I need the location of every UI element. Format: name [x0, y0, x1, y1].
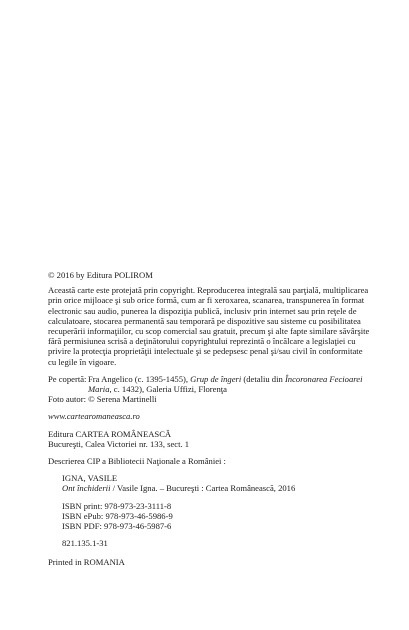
cover-source-title: Încoronarea Fecioarei: [284, 373, 363, 384]
copyright-line: © 2016 by Editura POLIROM: [48, 270, 153, 280]
cip-imprint: / Vasile Igna. – Bucureşti : Cartea Românească, 2016: [110, 483, 296, 494]
isbn-epub: ISBN ePub: 978-973-46-5986-9: [62, 510, 173, 521]
notice-line: Această carte este protejată prin copyright. Reproducerea integrală sau parţială, multiplicarea: [48, 285, 369, 296]
publisher-address: Bucureşti, Calea Victoriei nr. 133, sect. 1: [48, 438, 190, 449]
cip-heading: Descrierea CIP a Bibliotecii Naţionale a României :: [48, 456, 226, 467]
printed-in: Printed in ROMANIA: [48, 557, 125, 568]
cover-location: , c. 1432), Galeria Uffizi, Florenţa: [109, 384, 227, 395]
notice-line: cu legile în vigoare.: [48, 356, 117, 367]
isbn-pdf: ISBN PDF: 978-973-46-5987-6: [62, 521, 172, 532]
copyright-page: [48, 270, 368, 568]
cover-credit: [48, 374, 368, 405]
notice-line: privire la protecţia proprietăţii intelectuale şi se pedepsesc penal şi/sau civil în conformitate: [48, 346, 363, 357]
publisher-name: Editura CARTEA ROMÂNEASCĂ: [48, 428, 172, 439]
cover-source-title-cont: Maria: [88, 384, 110, 395]
notice-line: electronic sau audio, punerea la dispoziţia publică, inclusiv prin internet sau prin reţele de: [48, 305, 357, 316]
cover-work-title: Grup de îngeri: [190, 373, 242, 384]
cip-author: IGNA, VASILE: [62, 473, 118, 484]
isbn-print: ISBN print: 978-973-23-3111-8: [62, 500, 172, 511]
photo-credit: Foto autor: © Serena Martinelli: [48, 394, 157, 405]
notice-line: calculatoare, stocarea permanentă sau temporară pe dispozitive sau sisteme cu posibilitatea: [48, 315, 361, 326]
website-link[interactable]: www.cartearomaneasca.ro: [48, 411, 140, 422]
copyright-notice: [48, 285, 368, 367]
notice-line: prin orice mijloace şi sub orice formă, cum ar fi xeroxarea, scanarea, transpunerea în format: [48, 295, 365, 306]
cover-detail: (detaliu din: [241, 373, 285, 384]
cover-label: Pe copertă:: [48, 373, 87, 384]
cover-artist: Fra Angelico (c. 1395-1455),: [88, 373, 191, 384]
notice-line: fără permisiunea scrisă a deţinătorului copyrightului reprezintă o încălcare a legislaţiei cu: [48, 336, 356, 347]
cip-title: Ont închiderii: [62, 483, 111, 494]
classification: 821.135.1-31: [62, 538, 108, 549]
notice-line: recuperării informaţiilor, cu scop comercial sau gratuit, precum şi alte fapte similare săvârşite: [48, 326, 370, 337]
